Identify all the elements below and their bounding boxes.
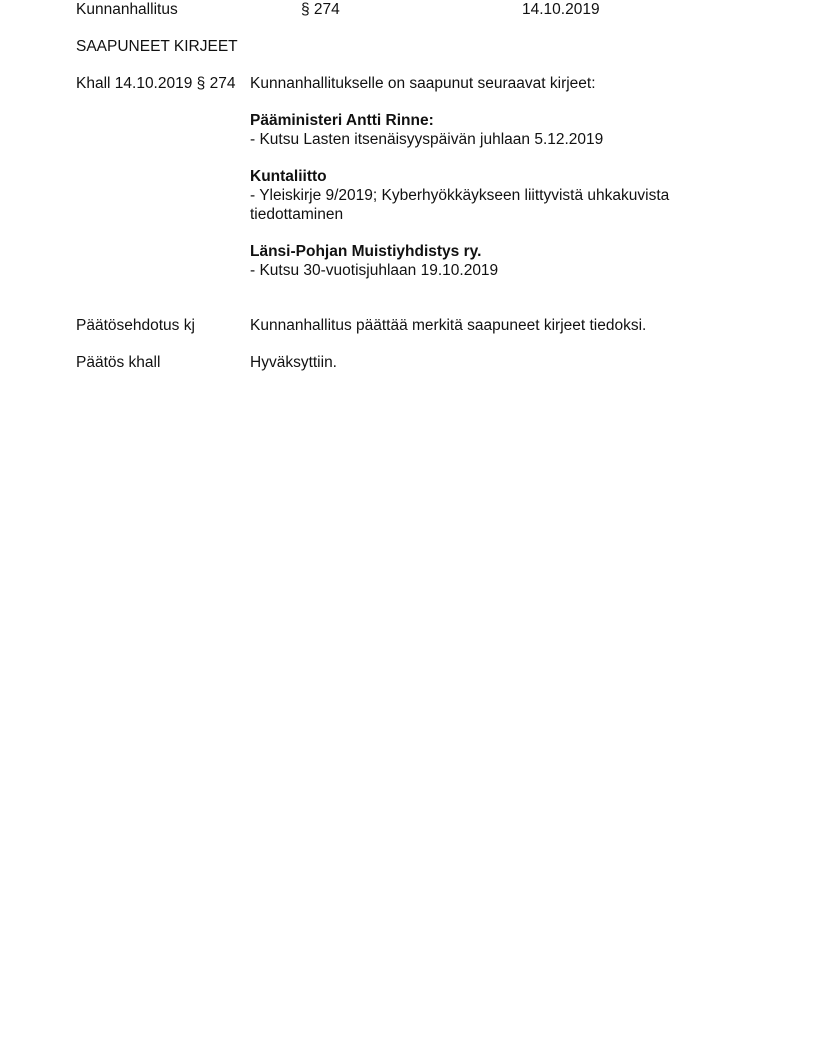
- meeting-reference: Khall 14.10.2019 § 274: [76, 75, 236, 92]
- document-title: SAAPUNEET KIRJEET: [76, 38, 238, 55]
- letter-sender: Kuntaliitto: [250, 168, 327, 185]
- header-organ: Kunnanhallitus: [76, 1, 178, 18]
- header-date: 14.10.2019: [522, 1, 600, 18]
- proposal-text: Kunnanhallitus päättää merkitä saapuneet kirjeet tiedoksi.: [250, 317, 647, 334]
- letter-sender: Länsi-Pohjan Muistiyhdistys ry.: [250, 243, 482, 260]
- letter-line: - Yleiskirje 9/2019; Kyberhyökkäykseen liittyvistä uhkakuvista: [250, 187, 670, 204]
- letter-sender: Pääministeri Antti Rinne:: [250, 112, 434, 129]
- header-section: § 274: [301, 1, 340, 18]
- letter-line: tiedottaminen: [250, 206, 344, 223]
- decision-label: Päätös khall: [76, 354, 161, 371]
- intro-text: Kunnanhallitukselle on saapunut seuraavat kirjeet:: [250, 75, 596, 92]
- letter-line: - Kutsu 30-vuotisjuhlaan 19.10.2019: [250, 262, 499, 279]
- letter-line: - Kutsu Lasten itsenäisyyspäivän juhlaan 5.12.2019: [250, 131, 604, 148]
- proposal-label: Päätösehdotus kj: [76, 317, 195, 334]
- decision-text: Hyväksyttiin.: [250, 354, 337, 371]
